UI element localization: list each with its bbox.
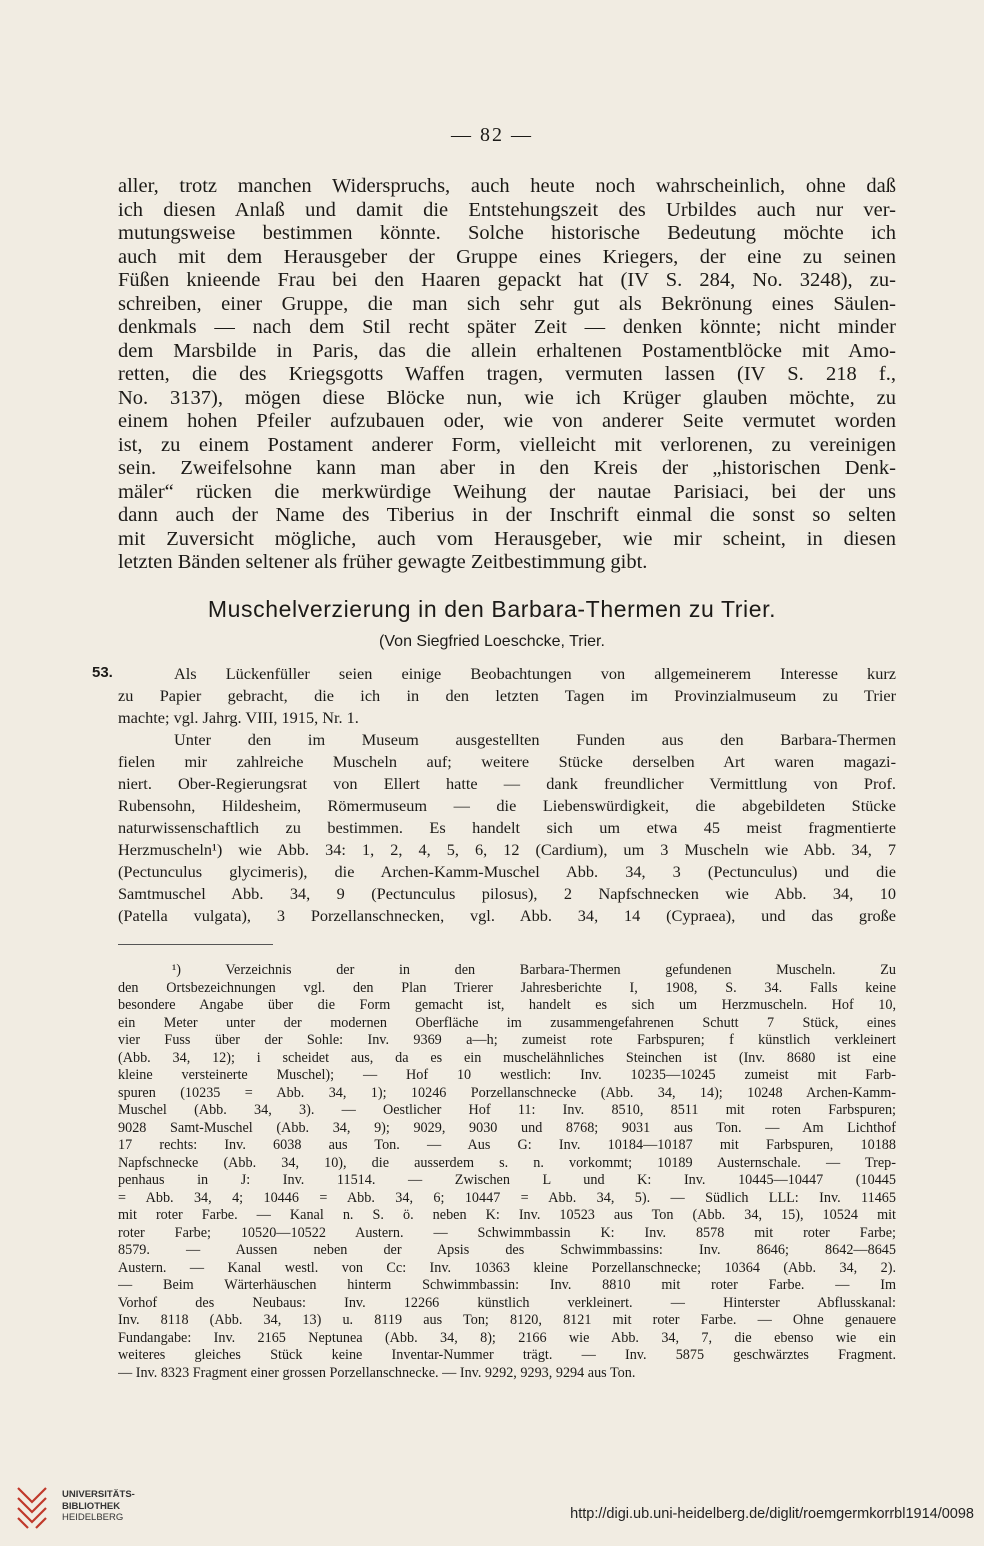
article-title: Muschelverzierung in den Barbara-Thermen zu Trier. [207, 596, 777, 622]
footnote-line: — Beim Wärterhäuschen hinterm Schwimmbassin: Inv. 8810 mit roter Farbe. — Im [118, 1277, 896, 1293]
footnote-line: besondere Angabe über die Form gemacht ist, handelt es sich um Herzmuscheln. Hof 10, [118, 997, 896, 1013]
footnote-line: spuren (10235 = Abb. 34, 1); 10246 Porzellanschnecke (Abb. 34, 14); 10248 Archen-Kamm- [118, 1084, 896, 1101]
library-name-line: UNIVERSITÄTS- [62, 1489, 135, 1500]
footnote-line: (Abb. 34, 12); i scheidet aus, da es ein muschelähnliches Steinchen ist (Inv. 8680 ist eine [118, 1049, 896, 1066]
text-line: fielen mir zahlreiche Muscheln auf; weitere Stücke derselben Art waren magazi- [118, 752, 896, 771]
footnote-line: Austern. — Kanal westl. von Cc: Inv. 10363 kleine Porzellanschnecke; 10364 (Abb. 34, 2). [118, 1259, 896, 1276]
footnote-divider [118, 944, 273, 945]
footnote-line: roter Farbe; 10520—10522 Austern. — Schwimmbassin K: Inv. 8578 mit roter Farbe; [118, 1224, 896, 1241]
article-body [118, 663, 896, 927]
footnote-line: 8579. — Aussen neben der Apsis des Schwimmbassins: Inv. 8646; 8642—8645 [118, 1242, 896, 1258]
footnote-line: ¹) Verzeichnis der in den Barbara-Thermen gefundenen Muscheln. Zu [172, 962, 896, 978]
article-author: (Von Siegfried Loeschcke, Trier. [379, 633, 605, 650]
text-line: retten, die des Kriegsgotts Waffen tragen, vermuten lassen (IV S. 218 f., [118, 363, 896, 385]
text-line: Samtmuschel Abb. 34, 9 (Pectunculus pilosus), 2 Napfschnecken wie Abb. 34, 10 [118, 884, 896, 903]
library-name [62, 1489, 135, 1524]
text-line: (Patella vulgata), 3 Porzellanschnecken, vgl. Abb. 34, 14 (Cypraea), und das große [118, 906, 896, 925]
footnote-line: mit roter Farbe. — Kanal n. S. ö. neben K: Inv. 10523 aus Ton (Abb. 34, 15), 10524 mit [118, 1207, 896, 1223]
text-line: niert. Ober-Regierungsrat von Ellert hatte — dank freundlicher Vermittlung von Prof. [118, 774, 896, 793]
section-number: 53. [92, 664, 113, 681]
text-line: Füßen knieende Frau bei den Haaren gepackt hat (IV S. 284, No. 3248), zu- [118, 269, 896, 291]
library-emblem-icon [12, 1484, 52, 1530]
footnote-line: 17 rechts: Inv. 6038 aus Ton. — Aus G: Inv. 10184—10187 mit Farbspuren, 10188 [118, 1137, 896, 1153]
text-line: No. 3137), mögen diese Blöcke nun, wie ich Krüger glauben möchte, zu [118, 386, 896, 409]
footnote-line: vier Fuss über der Sohle: Inv. 9369 a—h; zumeist rote Farbspuren; f künstlich verkleinert [118, 1032, 896, 1048]
text-line: Herzmuscheln¹) wie Abb. 34: 1, 2, 4, 5, 6, 12 (Cardium), um 3 Muscheln wie Abb. 34, 7 [118, 840, 896, 859]
footnote-line: den Ortsbezeichnungen vgl. den Plan Trierer Jahresberichte I, 1908, S. 34. Falls keine [118, 979, 896, 996]
footnote-line: kleine versteinerte Muschel); — Hof 10 westlich: Inv. 10235—10245 zumeist mit Farb- [118, 1067, 896, 1083]
text-line: dem Marsbilde in Paris, das die allein erhaltenen Postamentblöcke mit Amo- [118, 339, 896, 362]
text-line: mäler“ rücken die merkwürdige Weihung der nautae Parisiaci, bei der uns [118, 480, 896, 503]
footnote-line: Fundangabe: Inv. 2165 Neptunea (Abb. 34, 8); 2166 wie Abb. 34, 7, die ebenso wie ein [118, 1329, 896, 1346]
footnote-line: Napfschnecke (Abb. 34, 10), die ausserdem s. n. vorkommt; 10189 Austernschale. — Trep- [118, 1154, 896, 1171]
footnote-line: weiteres gleiches Stück keine Inventar-Nummer trägt. — Inv. 5875 geschwärztes Fragment. [118, 1347, 896, 1363]
text-line: mit Zuversicht mögliche, auch vom Herausgeber, wie mir scheint, in diesen [118, 527, 896, 550]
text-line: ich diesen Anlaß und damit die Entstehungszeit des Urbildes auch nur ver- [118, 198, 896, 221]
text-line: zu Papier gebracht, die ich in den letzten Tagen im Provinzialmuseum zu Trier [118, 686, 896, 705]
intro-paragraph [118, 175, 896, 575]
library-name-line: BIBLIOTHEK [62, 1500, 121, 1512]
footnote-line: Inv. 8118 (Abb. 34, 13) u. 8119 aus Ton; 8120, 8121 mit roter Farbe. — Ohne genauere [118, 1312, 896, 1328]
text-line: naturwissenschaftlich zu bestimmen. Es handelt sich um etwa 45 meist fragmentierte [118, 818, 896, 837]
footnotes [118, 962, 896, 1382]
footnote-line: ein Meter unter der modernen Oberfläche im zusammengefahrenen Schutt 7 Stück, eines [118, 1014, 896, 1031]
footnote-line: = Abb. 34, 4; 10446 = Abb. 34, 6; 10447 = Abb. 34, 5). — Südlich LLL: Inv. 11465 [118, 1189, 896, 1206]
library-logo[interactable] [12, 1484, 212, 1534]
text-line: Unter den im Museum ausgestellten Funden aus den Barbara-Thermen [174, 730, 896, 749]
text-line: auch mit dem Herausgeber der Gruppe eines Kriegers, der eine zu seinen [118, 245, 896, 268]
text-line: denkmals — nach dem Stil recht später Zeit — denken könnte; nicht minder [118, 316, 896, 338]
text-line: sein. Zweifelsohne kann man aber in den Kreis der „historischen Denk- [118, 457, 896, 479]
text-line: aller, trotz manchen Widerspruchs, auch heute noch wahrscheinlich, ohne daß [118, 175, 896, 197]
text-line: Als Lückenfüller seien einige Beobachtungen von allgemeinerem Interesse kurz [174, 664, 896, 683]
text-line: (Pectunculus glycimeris), die Archen-Kamm-Muschel Abb. 34, 3 (Pectunculus) und die [118, 862, 896, 881]
text-line: Rubensohn, Hildesheim, Römermuseum — die Liebenswürdigkeit, die abgebildeten Stücke [118, 796, 896, 815]
page-number: — 82 — [451, 124, 533, 146]
footnote-line: — Inv. 8323 Fragment einer grossen Porzellanschnecke. — Inv. 9292, 9293, 9294 aus Ton. [118, 1364, 636, 1381]
footnote-line: Muschel (Abb. 34, 3). — Oestlicher Hof 11: Inv. 8510, 8511 mit roten Farbspuren; [118, 1102, 896, 1118]
text-line: mutungsweise bestimmen könnte. Solche historische Bedeutung möchte ich [118, 222, 896, 244]
text-line: machte; vgl. Jahrg. VIII, 1915, Nr. 1. [118, 708, 359, 727]
source-url-link[interactable]: http://digi.ub.uni-heidelberg.de/diglit/roemgermkorrbl1914/0098 [570, 1506, 974, 1522]
text-line: einem hohen Pfeiler aufzubauen oder, wie von anderer Seite vermutet worden [118, 410, 896, 432]
text-line: ist, zu einem Postament anderer Form, vielleicht mit verlorenen, zu vereinigen [118, 433, 896, 456]
text-line: letzten Bänden seltener als früher gewagte Zeitbestimmung gibt. [118, 551, 648, 573]
footnote-line: penhaus in J: Inv. 11514. — Zwischen L und K: Inv. 10445—10447 (10445 [118, 1172, 896, 1188]
footnote-line: 9028 Samt-Muschel (Abb. 34, 9); 9029, 9030 und 8768; 9031 aus Ton. — Am Lichthof [118, 1119, 896, 1136]
text-line: dann auch der Name des Tiberius in der Inschrift einmal die sonst so selten [118, 504, 896, 526]
text-line: schreiben, einer Gruppe, die man sich sehr gut als Bekrönung eines Säulen- [118, 292, 896, 315]
footnote-line: Vorhof des Neubaus: Inv. 12266 künstlich verkleinert. — Hinterster Abflusskanal: [118, 1294, 896, 1311]
library-name-line: HEIDELBERG [62, 1512, 124, 1523]
